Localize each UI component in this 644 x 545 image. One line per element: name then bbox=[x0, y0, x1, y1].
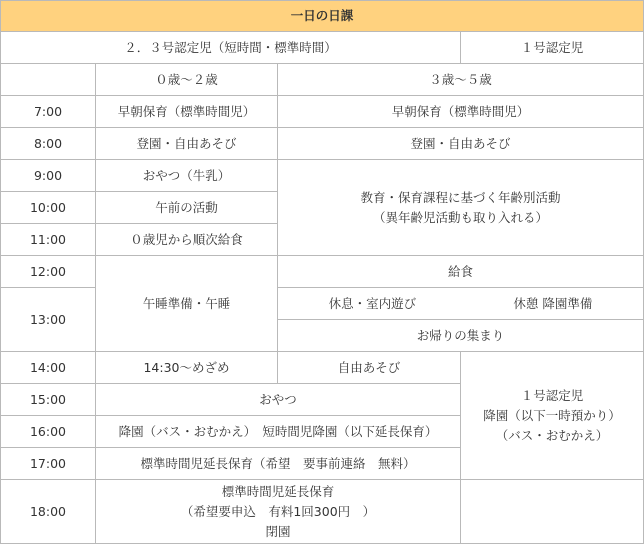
paid-extended-care-cell bbox=[96, 480, 461, 544]
rest-indoor-play: 休息・室内遊び bbox=[328, 295, 417, 311]
time-cell: 12:00 bbox=[1, 256, 96, 288]
age-0-2-header: ０歳～２歳 bbox=[96, 64, 278, 96]
empty-cell bbox=[461, 480, 644, 544]
leaving-cell: 降園（バス・おむかえ） 短時間児降園（以下延長保育） bbox=[96, 416, 461, 448]
activity-3-5: 登園・自由あそび bbox=[278, 128, 644, 160]
time-cell: 17:00 bbox=[1, 448, 96, 480]
extended-care-cell: 標準時間児延長保育（希望 要事前連絡 無料） bbox=[96, 448, 461, 480]
age-header-row bbox=[1, 64, 644, 96]
time-cell: 8:00 bbox=[1, 128, 96, 160]
age-3-5-header: ３歳～５歳 bbox=[278, 64, 644, 96]
age-activity-text: 教育・保育課程に基づく年齢別活動 bbox=[360, 189, 561, 205]
activity-0-2: 早朝保育（標準時間児） bbox=[96, 96, 278, 128]
time-cell: 14:00 bbox=[1, 352, 96, 384]
time-cell: 7:00 bbox=[1, 96, 96, 128]
group-1-header: １号認定児 bbox=[461, 32, 644, 64]
time-cell: 13:00 bbox=[1, 288, 96, 352]
time-cell: 18:00 bbox=[1, 480, 96, 544]
group-1-leaving: 降園（以下一時預かり） bbox=[483, 407, 621, 423]
activity-0-2: 午前の活動 bbox=[96, 192, 278, 224]
gathering-cell: お帰りの集まり bbox=[278, 320, 644, 352]
closing-label: 閉園 bbox=[265, 523, 291, 539]
rest-prepare-leaving: 休憩 降園準備 bbox=[513, 295, 593, 311]
schedule-row-0900 bbox=[1, 160, 644, 192]
free-play-cell: 自由あそび bbox=[278, 352, 461, 384]
group-1-label: １号認定児 bbox=[520, 387, 584, 403]
schedule-row-1200 bbox=[1, 256, 644, 288]
mixed-age-note: （異年齢児活動も取り入れる） bbox=[373, 209, 549, 225]
schedule-row-0800 bbox=[1, 128, 644, 160]
snack-cell: おやつ bbox=[96, 384, 461, 416]
page-title: 一日の日課 bbox=[1, 1, 644, 32]
wake-cell: 14:30～めざめ bbox=[96, 352, 278, 384]
time-cell: 9:00 bbox=[1, 160, 96, 192]
time-cell: 10:00 bbox=[1, 192, 96, 224]
time-cell: 11:00 bbox=[1, 224, 96, 256]
rest-cell bbox=[278, 288, 644, 320]
lunch-cell: 給食 bbox=[278, 256, 644, 288]
group-header-row bbox=[1, 32, 644, 64]
activity-0-2: おやつ（牛乳） bbox=[96, 160, 278, 192]
group-1-pickup: （バス・おむかえ） bbox=[495, 427, 609, 443]
activity-3-5: 早朝保育（標準時間児） bbox=[278, 96, 644, 128]
nap-cell: 午睡準備・午睡 bbox=[96, 256, 278, 352]
time-header-cell bbox=[1, 64, 96, 96]
time-cell: 16:00 bbox=[1, 416, 96, 448]
schedule-row-1400 bbox=[1, 352, 644, 384]
paid-extended-care-fee: （希望要申込 有料1回300円 ） bbox=[180, 503, 376, 519]
age-activity-block bbox=[278, 160, 644, 256]
schedule-row-1800 bbox=[1, 480, 644, 544]
activity-0-2: ０歳児から順次給食 bbox=[96, 224, 278, 256]
schedule-row-0700 bbox=[1, 96, 644, 128]
group-2-3-header: ２．３号認定児（短時間・標準時間） bbox=[1, 32, 461, 64]
time-cell: 15:00 bbox=[1, 384, 96, 416]
activity-0-2: 登園・自由あそび bbox=[96, 128, 278, 160]
paid-extended-care-title: 標準時間児延長保育 bbox=[221, 483, 335, 499]
title-row bbox=[1, 1, 644, 32]
group-1-afternoon-cell bbox=[461, 352, 644, 480]
